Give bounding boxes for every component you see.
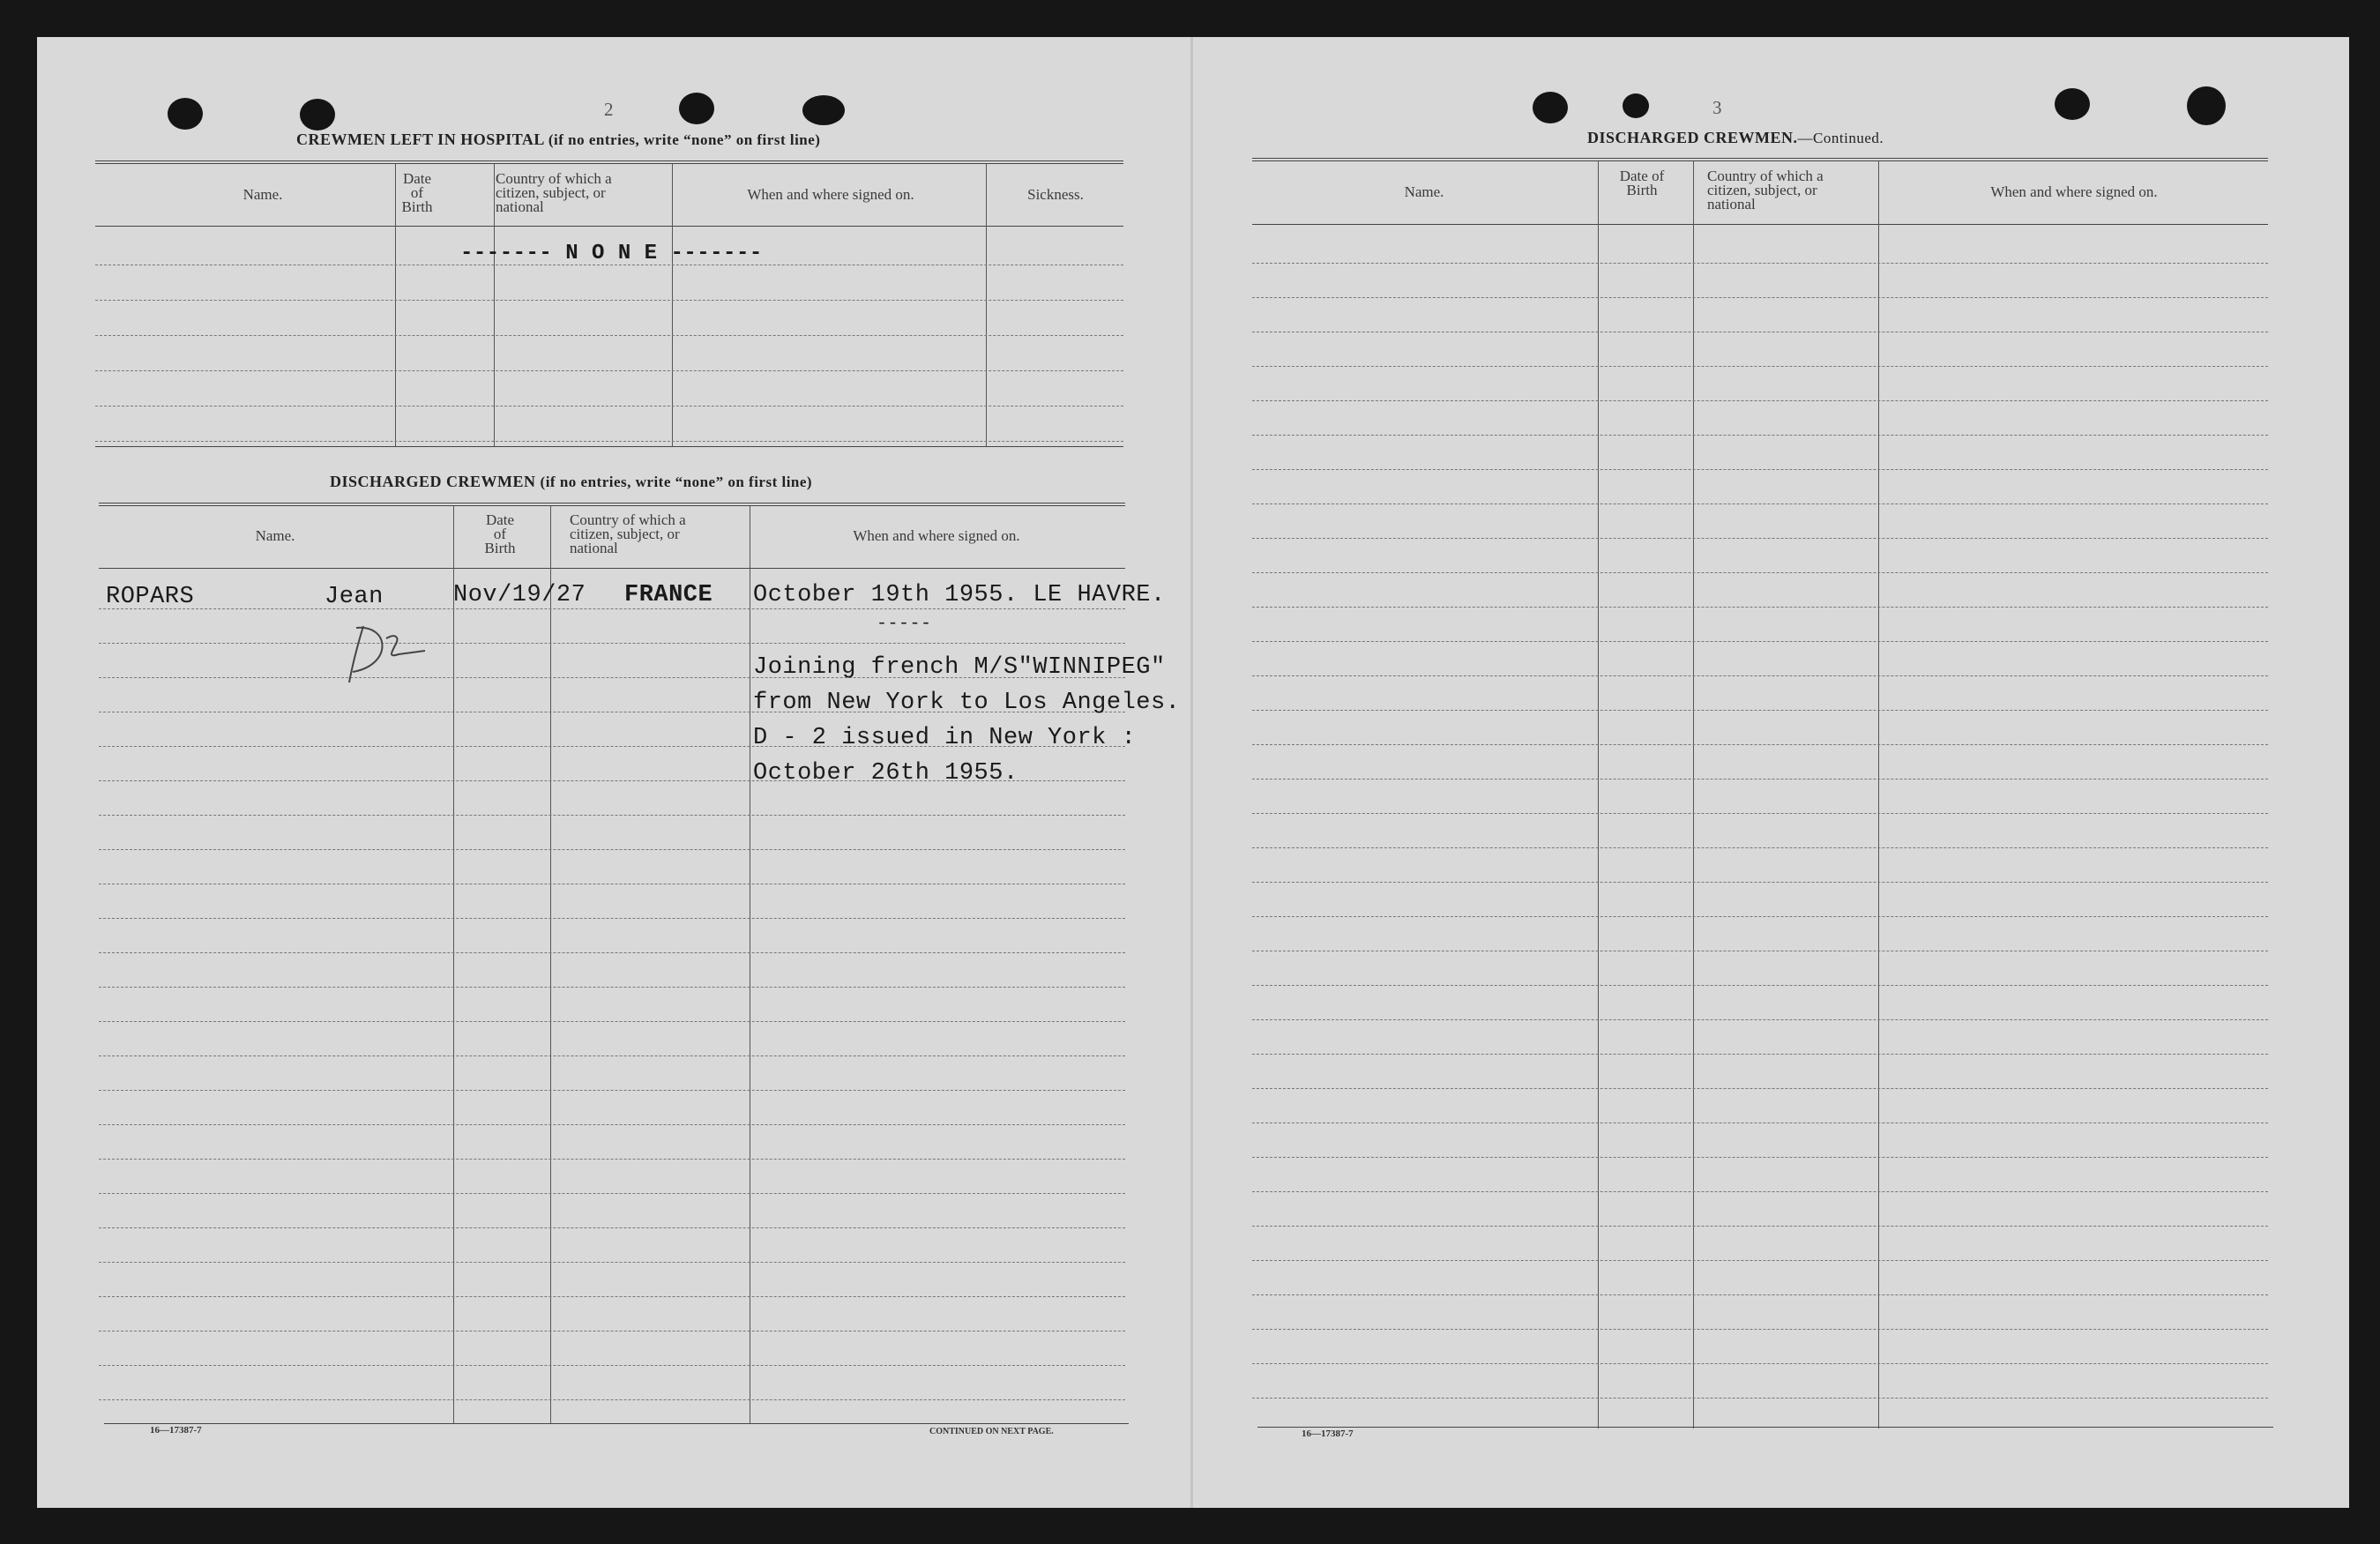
left-page xyxy=(37,37,1192,1508)
ruled-line xyxy=(1252,641,2268,642)
discharged-section-title xyxy=(330,473,812,491)
ruled-line xyxy=(99,918,1125,919)
hospital-col-divider xyxy=(986,164,987,446)
ruled-line xyxy=(1252,1260,2268,1261)
hospital-none-entry: ------- N O N E ------- xyxy=(460,242,763,265)
ruled-line xyxy=(99,815,1125,816)
ruled-line xyxy=(1252,400,2268,401)
ruled-line xyxy=(99,1021,1125,1022)
ruled-line xyxy=(1252,847,2268,848)
ruled-line xyxy=(1252,503,2268,504)
hospital-col-dob: Date of Birth xyxy=(401,170,433,215)
ruled-line xyxy=(1252,366,2268,367)
punch-hole xyxy=(2187,86,2226,125)
ruled-line xyxy=(1252,1294,2268,1295)
right-col-divider xyxy=(1878,161,1879,1428)
page-number: 2 xyxy=(604,99,614,120)
ruled-line xyxy=(1252,1398,2268,1399)
punch-hole xyxy=(1533,92,1568,123)
ruled-line xyxy=(99,1159,1125,1160)
hospital-title-note: (if no entries, write “none” on first line) xyxy=(548,131,821,148)
hospital-top-rule xyxy=(95,160,1123,168)
punch-hole xyxy=(300,99,335,131)
discharged-col-divider xyxy=(550,506,551,1423)
punch-hole xyxy=(168,98,203,130)
right-section-title xyxy=(1587,129,1884,147)
punch-hole xyxy=(679,93,714,124)
ruled-line xyxy=(99,608,1125,609)
hospital-col-divider xyxy=(494,164,495,446)
right-top-rule xyxy=(1252,158,2268,165)
crewman-signed-on: October 19th 1955. LE HAVRE. xyxy=(753,582,1166,608)
ruled-line xyxy=(1252,744,2268,745)
right-col-divider xyxy=(1598,161,1599,1428)
right-col-country: Country of which a citizen, subject, or national xyxy=(1707,168,1824,213)
form-number: 16—17387-7 xyxy=(150,1425,202,1436)
ruled-line xyxy=(1252,469,2268,470)
ruled-line xyxy=(99,1365,1125,1366)
ruled-line xyxy=(1252,916,2268,917)
ruled-line xyxy=(1252,675,2268,676)
hospital-col-divider xyxy=(395,164,396,446)
hospital-header-rule xyxy=(95,226,1123,227)
note-line: from New York to Los Angeles. xyxy=(753,690,1181,716)
crewman-date-of-birth: Nov/19/27 xyxy=(453,582,586,608)
hospital-col-sickness: Sickness. xyxy=(1027,186,1084,203)
punch-hole xyxy=(2055,88,2090,120)
discharged-header-rule xyxy=(99,568,1125,569)
continued-note: CONTINUED ON NEXT PAGE. xyxy=(929,1427,1054,1436)
ruled-line xyxy=(99,849,1125,850)
discharged-bottom-rule xyxy=(104,1423,1129,1424)
ruled-line xyxy=(1252,572,2268,573)
page-number: 3 xyxy=(1712,97,1722,118)
ruled-line xyxy=(1252,297,2268,298)
hospital-col-signed-on: When and where signed on. xyxy=(747,186,914,203)
right-page xyxy=(1192,37,2349,1508)
hospital-bottom-rule xyxy=(95,446,1123,447)
discharged-col-name: Name. xyxy=(255,527,295,544)
ruled-line xyxy=(1252,607,2268,608)
right-title-text: DISCHARGED CREWMEN. xyxy=(1587,129,1798,146)
ruled-line xyxy=(99,952,1125,953)
ruled-line xyxy=(1252,1363,2268,1364)
right-col-divider xyxy=(1693,161,1694,1428)
ruled-line xyxy=(99,987,1125,988)
discharged-col-signed-on: When and where signed on. xyxy=(853,527,1020,544)
ruled-line xyxy=(99,1227,1125,1228)
discharged-title-note: (if no entries, write “none” on first line) xyxy=(540,474,813,490)
ruled-line xyxy=(1252,1054,2268,1055)
ruled-line xyxy=(95,441,1123,442)
crewman-surname: ROPARS xyxy=(106,584,195,610)
ruled-line xyxy=(1252,710,2268,711)
hospital-section-title xyxy=(296,131,820,149)
ruled-line xyxy=(1252,538,2268,539)
ruled-line xyxy=(99,643,1125,644)
right-bottom-rule xyxy=(1257,1427,2273,1428)
handwritten-initials xyxy=(337,619,434,690)
ruled-line xyxy=(1252,985,2268,986)
ruled-line xyxy=(1252,1329,2268,1330)
ruled-line xyxy=(99,1193,1125,1194)
ruled-line xyxy=(1252,1191,2268,1192)
note-line: October 26th 1955. xyxy=(753,760,1018,787)
ruled-line xyxy=(1252,1157,2268,1158)
ruled-line xyxy=(1252,1088,2268,1089)
right-title-suffix: —Continued. xyxy=(1797,130,1884,146)
note-line: D - 2 issued in New York : xyxy=(753,725,1137,751)
form-number: 16—17387-7 xyxy=(1302,1428,1354,1439)
discharged-top-rule xyxy=(99,503,1125,510)
ruled-line xyxy=(99,1262,1125,1263)
hospital-col-country: Country of which a citizen, subject, or national xyxy=(496,170,612,215)
discharged-col-dob: Date of Birth xyxy=(484,511,516,556)
hospital-title-text: CREWMEN LEFT IN HOSPITAL xyxy=(296,131,544,148)
ruled-line xyxy=(1252,1226,2268,1227)
discharged-col-country: Country of which a citizen, subject, or national xyxy=(570,511,686,556)
ruled-line xyxy=(1252,882,2268,883)
punch-hole xyxy=(802,95,845,125)
ruled-line xyxy=(99,1055,1125,1056)
entry-separator: ----- xyxy=(877,614,932,634)
ruled-line xyxy=(1252,1019,2268,1020)
ruled-line xyxy=(1252,435,2268,436)
document-sheet xyxy=(37,37,2349,1508)
ruled-line xyxy=(99,1399,1125,1400)
ruled-line xyxy=(95,406,1123,407)
discharged-col-divider xyxy=(453,506,454,1423)
ruled-line xyxy=(99,1296,1125,1297)
ruled-line xyxy=(95,335,1123,336)
punch-hole xyxy=(1623,93,1649,118)
right-col-signed-on: When and where signed on. xyxy=(1990,183,2158,200)
ruled-line xyxy=(99,1090,1125,1091)
hospital-col-divider xyxy=(672,164,673,446)
discharged-title-text: DISCHARGED CREWMEN xyxy=(330,473,536,490)
crewman-given-name: Jean xyxy=(325,584,384,610)
right-col-dob: Date of Birth xyxy=(1619,168,1665,198)
ruled-line xyxy=(95,370,1123,371)
right-header-rule xyxy=(1252,224,2268,225)
hospital-col-name: Name. xyxy=(242,186,283,203)
right-col-name: Name. xyxy=(1404,183,1444,200)
note-line: Joining french M/S"WINNIPEG" xyxy=(753,654,1166,681)
crewman-country: FRANCE xyxy=(624,582,713,608)
ruled-line xyxy=(1252,263,2268,264)
ruled-line xyxy=(95,300,1123,301)
ruled-line xyxy=(1252,813,2268,814)
ruled-line xyxy=(99,1124,1125,1125)
